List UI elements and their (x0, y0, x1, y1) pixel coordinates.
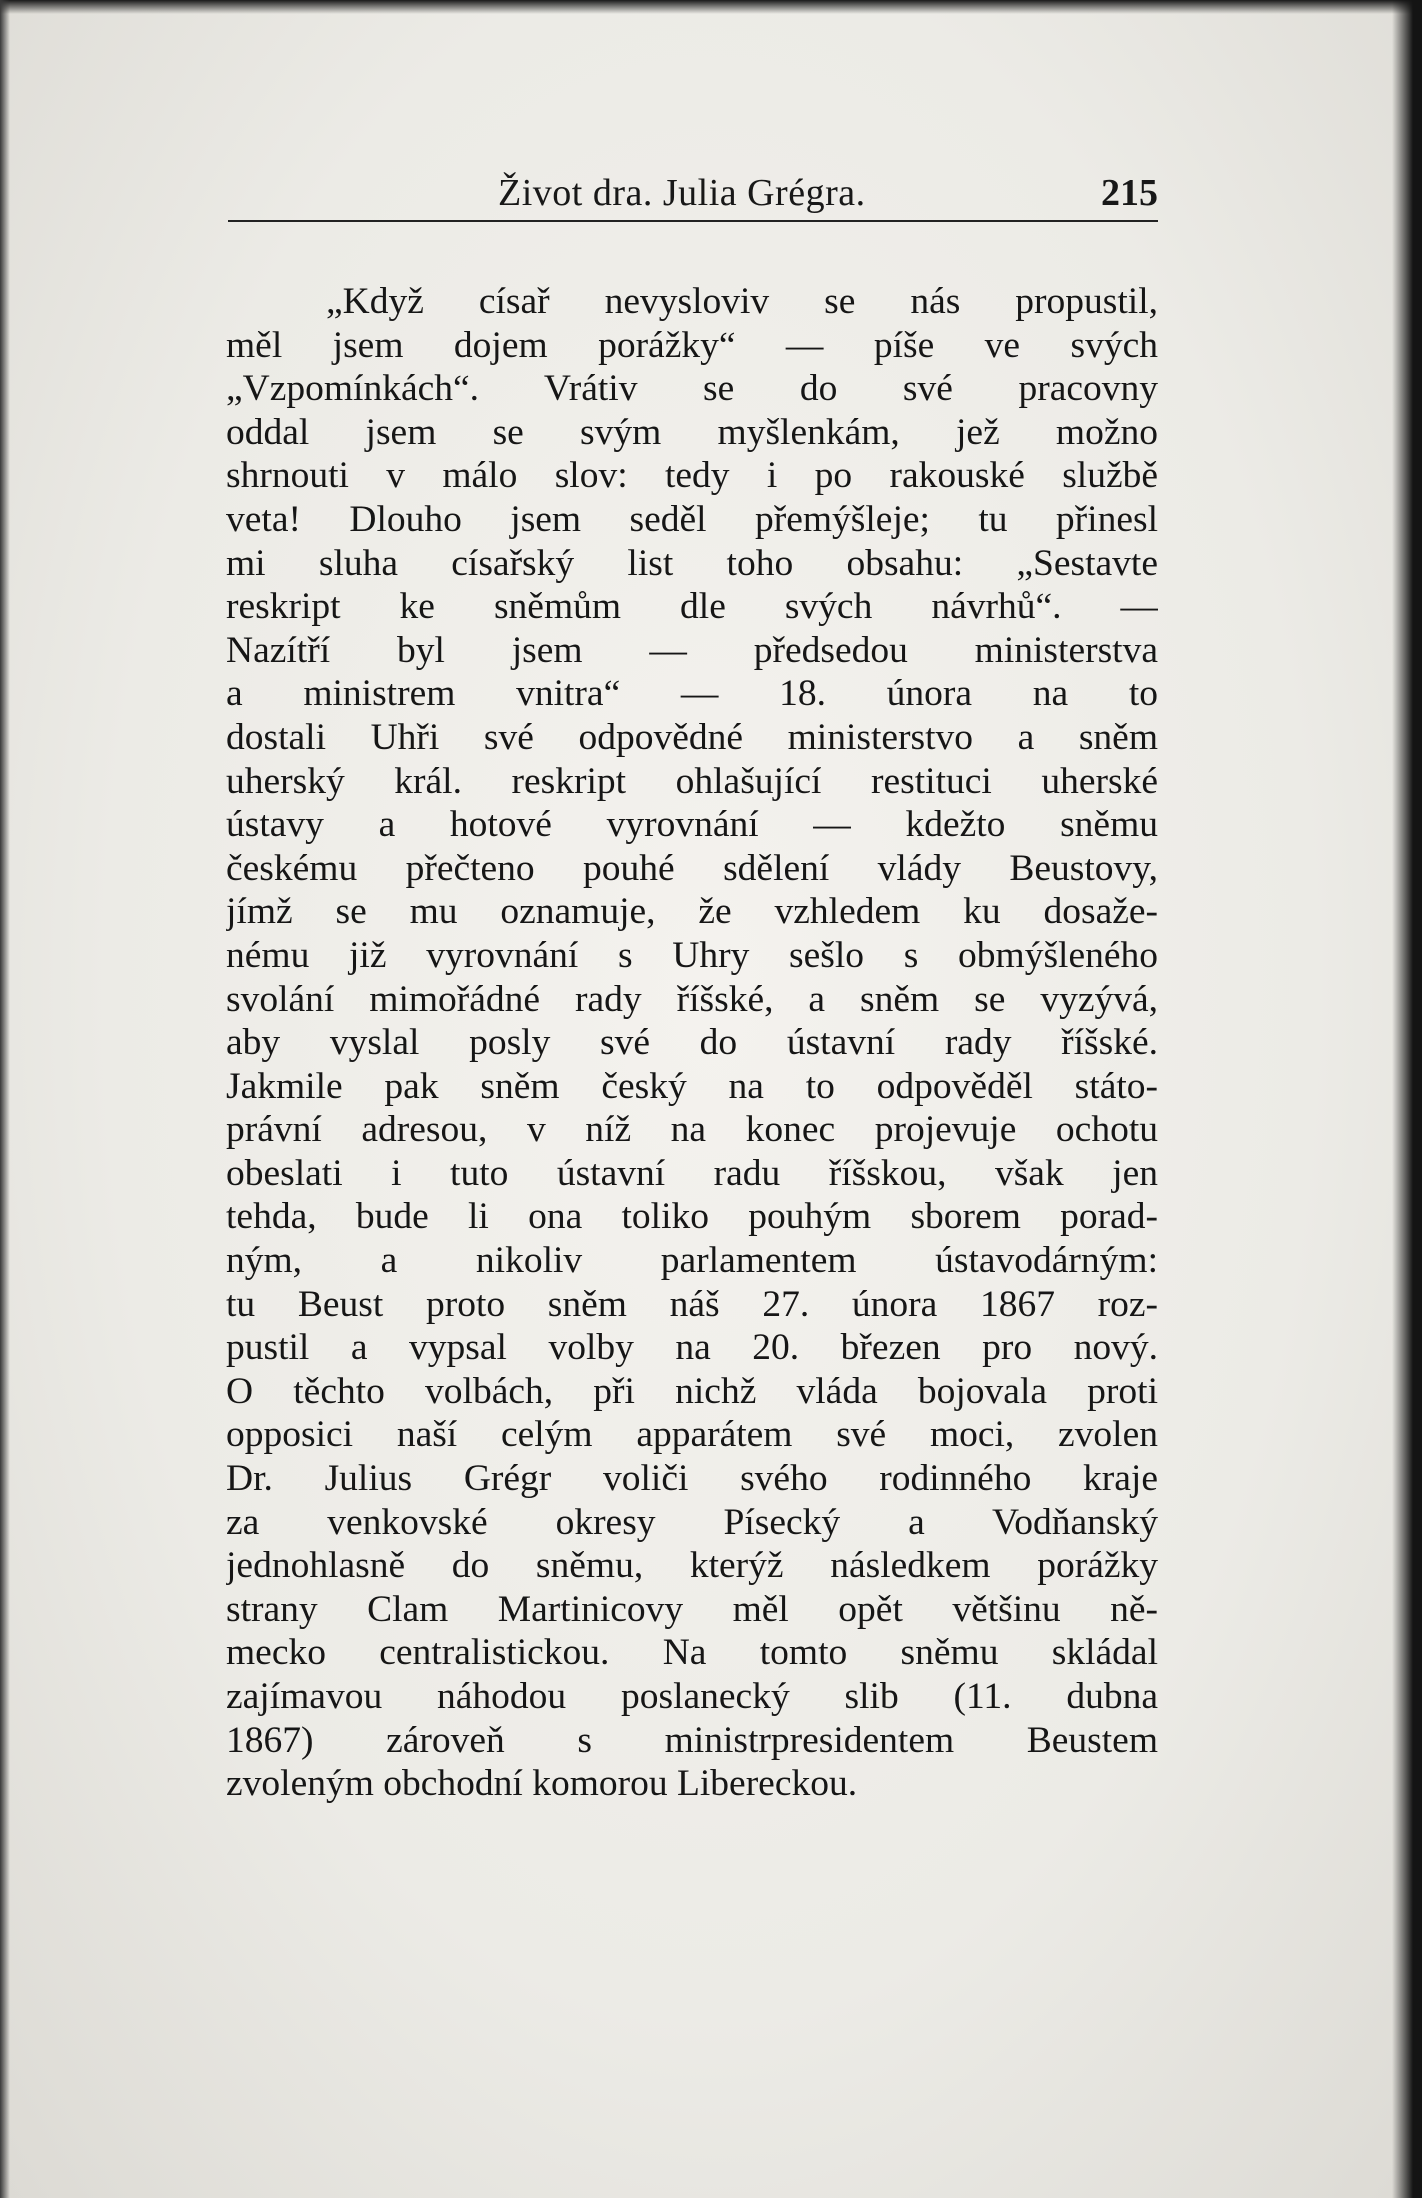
text-line: obeslati i tuto ústavní radu říšskou, však jen (226, 1152, 1158, 1194)
body-text (226, 280, 1158, 1806)
text-line: a ministrem vnitra“ — 18. února na to (226, 673, 1158, 715)
text-line: O těchto volbách, při nichž vláda bojovala proti (226, 1370, 1158, 1412)
text-line: jednohlasně do sněmu, kterýž následkem porážky (226, 1545, 1158, 1587)
scan-right-edge (1392, 0, 1422, 2198)
page-number: 215 (1101, 172, 1158, 214)
text-line: „Vzpomínkách“. Vrátiv se do své pracovny (226, 368, 1158, 410)
text-line: za venkovské okresy Písecký a Vodňanský (226, 1501, 1158, 1543)
text-line: Dr. Julius Grégr voliči svého rodinného kraje (226, 1458, 1158, 1500)
text-line: zajímavou náhodou poslanecký slib (11. dubna (226, 1676, 1158, 1717)
text-line: uherský král. reskript ohlašující restituci uherské (226, 760, 1158, 802)
text-line: pustil a vypsal volby na 20. březen pro nový. (226, 1327, 1158, 1369)
text-line: aby vyslal posly své do ústavní rady říšské. (226, 1022, 1158, 1064)
text-line: opposici naší celým apparátem své moci, zvolen (226, 1414, 1158, 1456)
text-line: dostali Uhři své odpovědné ministerstvo a sněm (226, 716, 1158, 758)
text-line: svolání mimořádné rady říšské, a sněm se vyzývá, (226, 978, 1158, 1020)
text-line: veta! Dlouho jsem seděl přemýšleje; tu přinesl (226, 498, 1158, 540)
text-line: Jakmile pak sněm český na to odpověděl státo- (226, 1065, 1158, 1107)
text-line: reskript ke sněmům dle svých návrhů“. — (226, 586, 1158, 628)
text-line: měl jsem dojem porážky“ — píše ve svých (226, 324, 1158, 366)
text-line: mecko centralistickou. Na tomto sněmu skládal (226, 1632, 1158, 1674)
text-line: zvoleným obchodní komorou Libereckou. (226, 1763, 858, 1805)
scan-top-shadow (0, 0, 1422, 14)
running-title: Život dra. Julia Grégra. (498, 172, 866, 214)
text-line: ústavy a hotové vyrovnání — kdežto sněmu (226, 804, 1158, 846)
scan-left-edge (0, 0, 10, 2198)
text-line: „Když císař nevysloviv se nás propustil, (326, 281, 1158, 322)
page-header (228, 170, 1158, 222)
text-line: shrnouti v málo slov: tedy i po rakouské službě (226, 455, 1158, 497)
text-line: nému již vyrovnání s Uhry sešlo s obmýšleného (226, 934, 1158, 976)
text-line: mi sluha císařský list toho obsahu: „Sestavte (226, 542, 1158, 584)
text-line: právní adresou, v níž na konec projevuje ochotu (226, 1109, 1158, 1151)
text-line: strany Clam Martinicovy měl opět většinu ně- (226, 1588, 1158, 1630)
text-line: tehda, bude li ona toliko pouhým sborem porad- (226, 1196, 1158, 1238)
text-line: 1867) zároveň s ministrpresidentem Beustem (226, 1719, 1158, 1761)
text-line: oddal jsem se svým myšlenkám, jež možno (226, 411, 1158, 453)
text-line: jímž se mu oznamuje, že vzhledem ku dosaže- (226, 891, 1158, 933)
text-line: tu Beust proto sněm náš 27. února 1867 roz- (226, 1283, 1158, 1325)
text-line: Nazítří byl jsem — předsedou ministerstva (226, 629, 1158, 671)
text-line: ným, a nikoliv parlamentem ústavodárným: (226, 1240, 1158, 1282)
text-line: českému přečteno pouhé sdělení vlády Beustovy, (226, 847, 1158, 889)
